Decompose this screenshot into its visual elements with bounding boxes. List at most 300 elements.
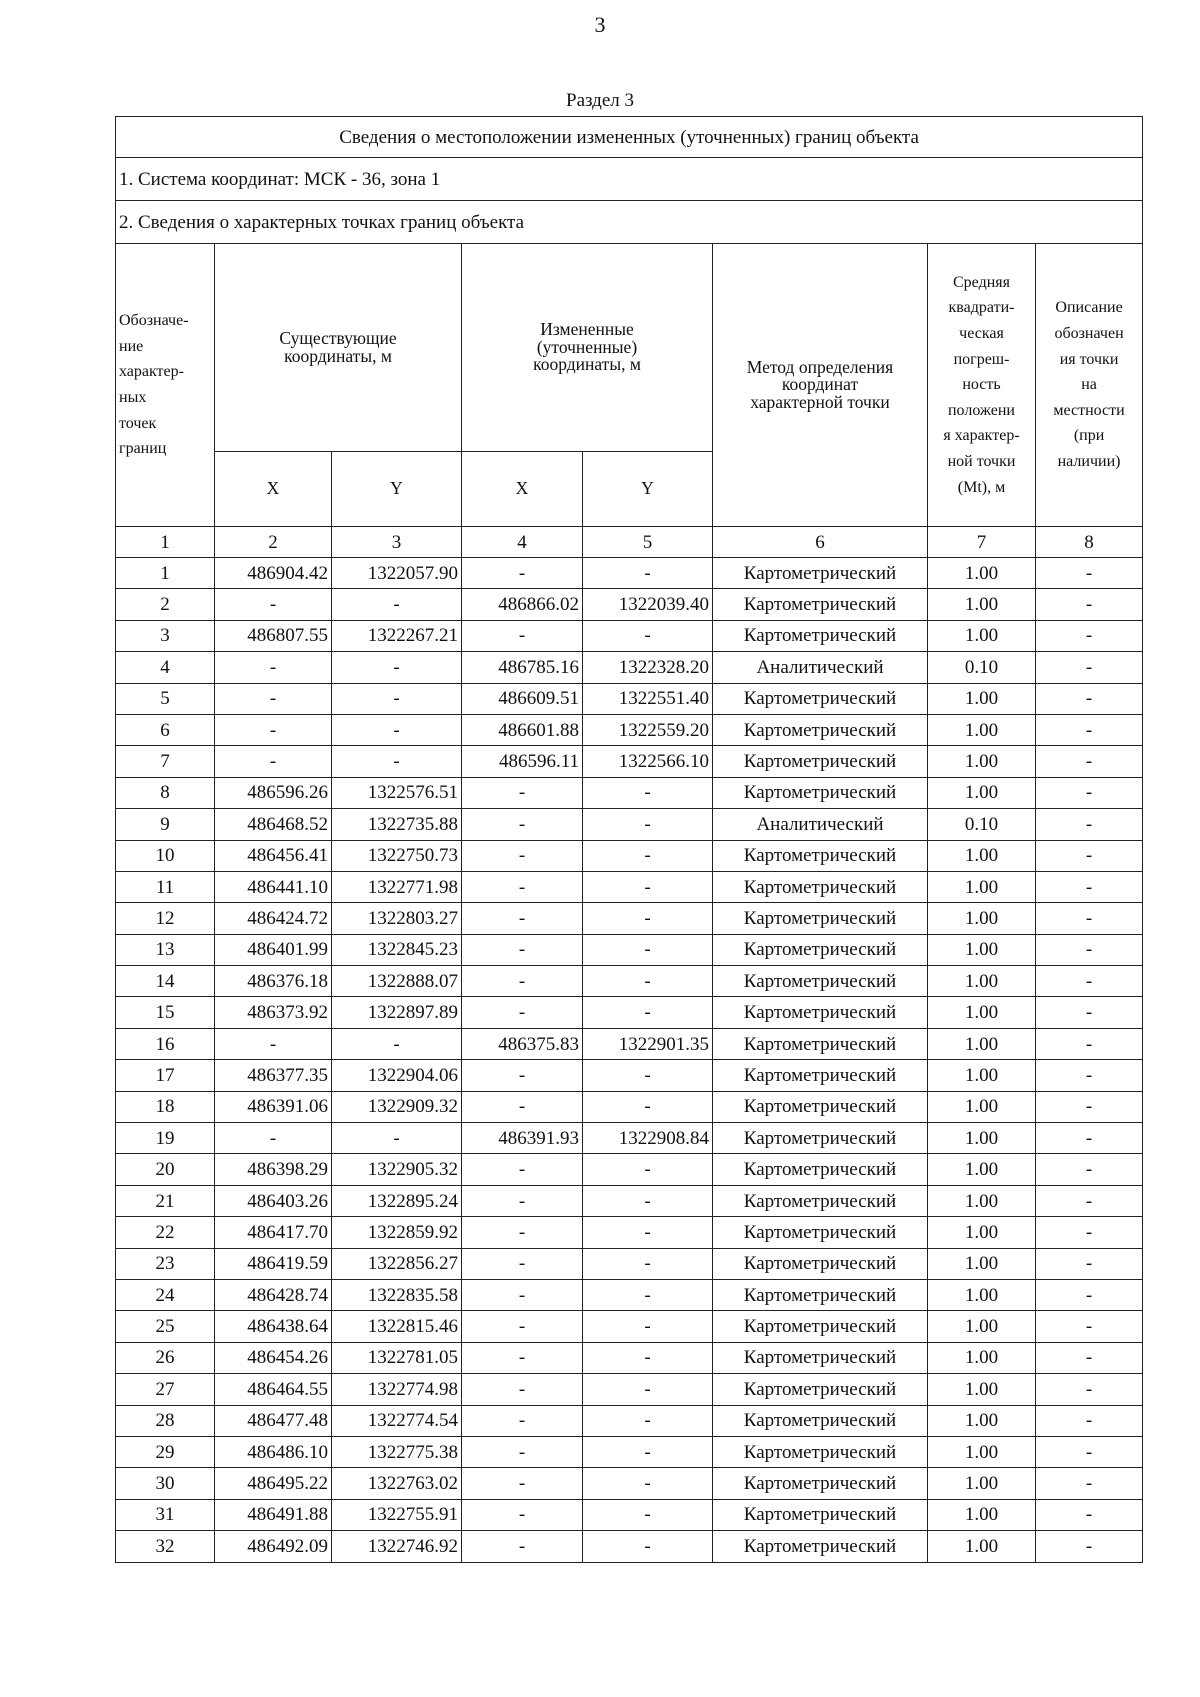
error-cell: 1.00 — [928, 746, 1036, 777]
table-row — [116, 966, 1143, 997]
table-row — [116, 934, 1143, 965]
point-number-cell: 12 — [116, 903, 215, 934]
changed-x-cell: - — [462, 871, 583, 902]
method-cell: Картометрический — [713, 558, 928, 589]
point-number-cell: 5 — [116, 683, 215, 714]
error-cell: 1.00 — [928, 1499, 1036, 1530]
method-cell: Картометрический — [713, 1028, 928, 1059]
existing-y-cell: 1322774.98 — [332, 1374, 462, 1405]
existing-y-cell: 1322763.02 — [332, 1468, 462, 1499]
header-point-designation: Обозначе- ние характер- ных точек границ — [116, 244, 215, 527]
point-number-cell: 14 — [116, 966, 215, 997]
point-number-cell: 17 — [116, 1060, 215, 1091]
changed-y-cell: - — [583, 934, 713, 965]
existing-y-cell: 1322905.32 — [332, 1154, 462, 1185]
changed-y-cell: 1322328.20 — [583, 652, 713, 683]
error-cell: 1.00 — [928, 683, 1036, 714]
method-cell: Картометрический — [713, 1248, 928, 1279]
changed-x-cell: - — [462, 1531, 583, 1562]
existing-y-cell: - — [332, 1028, 462, 1059]
column-number: 8 — [1036, 527, 1143, 558]
existing-x-cell: 486596.26 — [215, 777, 332, 808]
point-number-cell: 8 — [116, 777, 215, 808]
changed-y-cell: - — [583, 1248, 713, 1279]
error-cell: 1.00 — [928, 1531, 1036, 1562]
column-number: 1 — [116, 527, 215, 558]
changed-x-cell: - — [462, 966, 583, 997]
table-row — [116, 1060, 1143, 1091]
point-number-cell: 27 — [116, 1374, 215, 1405]
error-cell: 0.10 — [928, 652, 1036, 683]
changed-y-cell: - — [583, 1311, 713, 1342]
existing-x-cell: 486424.72 — [215, 903, 332, 934]
point-number-cell: 28 — [116, 1405, 215, 1436]
column-number: 2 — [215, 527, 332, 558]
changed-x-cell: 486375.83 — [462, 1028, 583, 1059]
table-row — [116, 903, 1143, 934]
existing-x-cell: 486441.10 — [215, 871, 332, 902]
existing-x-cell: 486417.70 — [215, 1217, 332, 1248]
method-cell: Картометрический — [713, 966, 928, 997]
table-row — [116, 1248, 1143, 1279]
changed-x-cell: - — [462, 1279, 583, 1310]
existing-y-cell: 1322774.54 — [332, 1405, 462, 1436]
error-cell: 0.10 — [928, 809, 1036, 840]
changed-y-cell: - — [583, 1091, 713, 1122]
changed-x-cell: 486609.51 — [462, 683, 583, 714]
table-row — [116, 1468, 1143, 1499]
table-row — [116, 1531, 1143, 1562]
method-cell: Картометрический — [713, 620, 928, 651]
table-row — [116, 809, 1143, 840]
error-cell: 1.00 — [928, 1468, 1036, 1499]
changed-y-cell: - — [583, 871, 713, 902]
method-cell: Картометрический — [713, 1499, 928, 1530]
point-number-cell: 9 — [116, 809, 215, 840]
method-cell: Картометрический — [713, 777, 928, 808]
changed-x-cell: 486866.02 — [462, 589, 583, 620]
table-row — [116, 589, 1143, 620]
method-cell: Картометрический — [713, 871, 928, 902]
error-cell: 1.00 — [928, 1091, 1036, 1122]
error-cell: 1.00 — [928, 714, 1036, 745]
changed-x-cell: - — [462, 1499, 583, 1530]
changed-y-cell: - — [583, 1217, 713, 1248]
existing-y-cell: 1322775.38 — [332, 1436, 462, 1467]
existing-y-cell: 1322856.27 — [332, 1248, 462, 1279]
column-number-row — [116, 527, 1143, 558]
description-cell: - — [1036, 809, 1143, 840]
changed-x-cell: - — [462, 934, 583, 965]
point-number-cell: 3 — [116, 620, 215, 651]
page-number: 3 — [594, 12, 606, 37]
existing-y-cell: - — [332, 589, 462, 620]
changed-y-cell: - — [583, 558, 713, 589]
header-method: Метод определения координат характерной точки — [713, 244, 928, 527]
existing-y-cell: 1322897.89 — [332, 997, 462, 1028]
coordinate-system: 1. Система координат: МСК - 36, зона 1 — [116, 158, 1143, 201]
point-number-cell: 19 — [116, 1123, 215, 1154]
error-cell: 1.00 — [928, 558, 1036, 589]
method-cell: Картометрический — [713, 746, 928, 777]
table-row — [116, 1436, 1143, 1467]
changed-y-cell: - — [583, 1405, 713, 1436]
error-cell: 1.00 — [928, 1028, 1036, 1059]
existing-x-cell: 486807.55 — [215, 620, 332, 651]
changed-y-cell: - — [583, 1185, 713, 1216]
description-cell: - — [1036, 1311, 1143, 1342]
error-cell: 1.00 — [928, 620, 1036, 651]
description-cell: - — [1036, 1091, 1143, 1122]
table-row — [116, 1342, 1143, 1373]
error-cell: 1.00 — [928, 840, 1036, 871]
existing-x-cell: 486904.42 — [215, 558, 332, 589]
existing-y-cell: 1322267.21 — [332, 620, 462, 651]
method-cell: Картометрический — [713, 1091, 928, 1122]
existing-y-cell: - — [332, 714, 462, 745]
method-cell: Картометрический — [713, 1154, 928, 1185]
existing-x-cell: 486438.64 — [215, 1311, 332, 1342]
changed-y-cell: - — [583, 1531, 713, 1562]
header-mean-square-error: Средняя квадрати- ческая погреш- ность положени я характер- ной точки (Mt), м — [928, 244, 1036, 527]
point-number-cell: 32 — [116, 1531, 215, 1562]
point-number-cell: 6 — [116, 714, 215, 745]
method-cell: Картометрический — [713, 1279, 928, 1310]
changed-x-cell: - — [462, 1248, 583, 1279]
method-cell: Картометрический — [713, 1342, 928, 1373]
changed-y-cell: - — [583, 1342, 713, 1373]
changed-x-cell: - — [462, 1436, 583, 1467]
changed-x-cell: - — [462, 1060, 583, 1091]
column-number: 5 — [583, 527, 713, 558]
point-number-cell: 29 — [116, 1436, 215, 1467]
existing-x-cell: - — [215, 1028, 332, 1059]
description-cell: - — [1036, 1468, 1143, 1499]
changed-x-cell: 486596.11 — [462, 746, 583, 777]
changed-x-cell: 486391.93 — [462, 1123, 583, 1154]
error-cell: 1.00 — [928, 1342, 1036, 1373]
point-number-cell: 13 — [116, 934, 215, 965]
table-row — [116, 1499, 1143, 1530]
point-number-cell: 30 — [116, 1468, 215, 1499]
point-number-cell: 4 — [116, 652, 215, 683]
description-cell: - — [1036, 1499, 1143, 1530]
table-row — [116, 1374, 1143, 1405]
changed-x-cell: 486601.88 — [462, 714, 583, 745]
changed-x-cell: - — [462, 1468, 583, 1499]
existing-y-cell: 1322746.92 — [332, 1531, 462, 1562]
method-cell: Картометрический — [713, 589, 928, 620]
existing-x-cell: 486456.41 — [215, 840, 332, 871]
point-number-cell: 2 — [116, 589, 215, 620]
header-existing-coordinates: Существующие координаты, м — [215, 244, 462, 452]
point-number-cell: 20 — [116, 1154, 215, 1185]
description-cell: - — [1036, 903, 1143, 934]
method-cell: Аналитический — [713, 809, 928, 840]
existing-x-cell: - — [215, 746, 332, 777]
existing-x-cell: 486428.74 — [215, 1279, 332, 1310]
existing-x-cell: 486492.09 — [215, 1531, 332, 1562]
error-cell: 1.00 — [928, 1248, 1036, 1279]
method-cell: Картометрический — [713, 1405, 928, 1436]
changed-y-cell: - — [583, 903, 713, 934]
error-cell: 1.00 — [928, 1311, 1036, 1342]
existing-x-cell: 486398.29 — [215, 1154, 332, 1185]
point-number-cell: 11 — [116, 871, 215, 902]
header-changed-x: X — [462, 452, 583, 527]
table-row — [116, 777, 1143, 808]
changed-y-cell: 1322039.40 — [583, 589, 713, 620]
method-cell: Картометрический — [713, 1436, 928, 1467]
description-cell: - — [1036, 558, 1143, 589]
description-cell: - — [1036, 1405, 1143, 1436]
existing-y-cell: 1322859.92 — [332, 1217, 462, 1248]
method-cell: Аналитический — [713, 652, 928, 683]
changed-y-cell: 1322901.35 — [583, 1028, 713, 1059]
table-row — [116, 1154, 1143, 1185]
existing-y-cell: - — [332, 652, 462, 683]
existing-y-cell: - — [332, 1123, 462, 1154]
description-cell: - — [1036, 652, 1143, 683]
error-cell: 1.00 — [928, 997, 1036, 1028]
existing-x-cell: 486468.52 — [215, 809, 332, 840]
changed-x-cell: - — [462, 809, 583, 840]
existing-y-cell: 1322888.07 — [332, 966, 462, 997]
existing-y-cell: 1322755.91 — [332, 1499, 462, 1530]
description-cell: - — [1036, 840, 1143, 871]
header-existing-y: Y — [332, 452, 462, 527]
error-cell: 1.00 — [928, 1374, 1036, 1405]
description-cell: - — [1036, 620, 1143, 651]
column-number: 7 — [928, 527, 1036, 558]
table-row — [116, 620, 1143, 651]
description-cell: - — [1036, 1279, 1143, 1310]
existing-y-cell: 1322904.06 — [332, 1060, 462, 1091]
existing-x-cell: 486477.48 — [215, 1405, 332, 1436]
existing-y-cell: 1322750.73 — [332, 840, 462, 871]
table-row — [116, 558, 1143, 589]
table-row — [116, 1123, 1143, 1154]
section-label: Раздел 3 — [566, 90, 634, 111]
changed-y-cell: - — [583, 997, 713, 1028]
existing-y-cell: 1322771.98 — [332, 871, 462, 902]
existing-x-cell: 486401.99 — [215, 934, 332, 965]
table-row — [116, 1311, 1143, 1342]
existing-y-cell: 1322835.58 — [332, 1279, 462, 1310]
changed-x-cell: - — [462, 1374, 583, 1405]
method-cell: Картометрический — [713, 1531, 928, 1562]
error-cell: 1.00 — [928, 966, 1036, 997]
error-cell: 1.00 — [928, 1185, 1036, 1216]
changed-x-cell: - — [462, 558, 583, 589]
error-cell: 1.00 — [928, 1060, 1036, 1091]
description-cell: - — [1036, 746, 1143, 777]
error-cell: 1.00 — [928, 1405, 1036, 1436]
existing-y-cell: 1322803.27 — [332, 903, 462, 934]
existing-x-cell: - — [215, 1123, 332, 1154]
method-cell: Картометрический — [713, 683, 928, 714]
existing-y-cell: - — [332, 683, 462, 714]
changed-y-cell: - — [583, 1374, 713, 1405]
method-cell: Картометрический — [713, 1060, 928, 1091]
description-cell: - — [1036, 1342, 1143, 1373]
existing-y-cell: 1322576.51 — [332, 777, 462, 808]
existing-x-cell: 486373.92 — [215, 997, 332, 1028]
existing-y-cell: 1322815.46 — [332, 1311, 462, 1342]
changed-y-cell: - — [583, 1279, 713, 1310]
changed-y-cell: - — [583, 809, 713, 840]
changed-y-cell: - — [583, 1499, 713, 1530]
column-number: 4 — [462, 527, 583, 558]
existing-x-cell: - — [215, 683, 332, 714]
table-row — [116, 1405, 1143, 1436]
changed-x-cell: - — [462, 1154, 583, 1185]
changed-x-cell: 486785.16 — [462, 652, 583, 683]
changed-x-cell: - — [462, 903, 583, 934]
existing-x-cell: 486391.06 — [215, 1091, 332, 1122]
error-cell: 1.00 — [928, 1279, 1036, 1310]
changed-x-cell: - — [462, 840, 583, 871]
header-point-description: Описание обозначен ия точки на местности (при наличии) — [1036, 244, 1143, 527]
existing-x-cell: - — [215, 652, 332, 683]
description-cell: - — [1036, 966, 1143, 997]
error-cell: 1.00 — [928, 777, 1036, 808]
changed-x-cell: - — [462, 1091, 583, 1122]
changed-y-cell: - — [583, 620, 713, 651]
table-row — [116, 746, 1143, 777]
description-cell: - — [1036, 1374, 1143, 1405]
point-number-cell: 18 — [116, 1091, 215, 1122]
method-cell: Картометрический — [713, 1374, 928, 1405]
point-number-cell: 7 — [116, 746, 215, 777]
existing-x-cell: 486454.26 — [215, 1342, 332, 1373]
table-row — [116, 1217, 1143, 1248]
changed-y-cell: 1322566.10 — [583, 746, 713, 777]
existing-y-cell: 1322909.32 — [332, 1091, 462, 1122]
existing-y-cell: 1322781.05 — [332, 1342, 462, 1373]
changed-x-cell: - — [462, 1405, 583, 1436]
changed-x-cell: - — [462, 1311, 583, 1342]
point-number-cell: 15 — [116, 997, 215, 1028]
error-cell: 1.00 — [928, 871, 1036, 902]
header-changed-y: Y — [583, 452, 713, 527]
table-row — [116, 1028, 1143, 1059]
boundary-points-table — [115, 116, 1143, 1563]
existing-y-cell: - — [332, 746, 462, 777]
changed-y-cell: - — [583, 966, 713, 997]
table-row — [116, 683, 1143, 714]
point-number-cell: 25 — [116, 1311, 215, 1342]
point-number-cell: 10 — [116, 840, 215, 871]
changed-y-cell: 1322551.40 — [583, 683, 713, 714]
changed-x-cell: - — [462, 777, 583, 808]
point-number-cell: 16 — [116, 1028, 215, 1059]
changed-x-cell: - — [462, 620, 583, 651]
existing-x-cell: - — [215, 714, 332, 745]
description-cell: - — [1036, 1060, 1143, 1091]
error-cell: 1.00 — [928, 1123, 1036, 1154]
method-cell: Картометрический — [713, 1123, 928, 1154]
description-cell: - — [1036, 934, 1143, 965]
description-cell: - — [1036, 871, 1143, 902]
changed-x-cell: - — [462, 1342, 583, 1373]
description-cell: - — [1036, 777, 1143, 808]
table-row — [116, 1279, 1143, 1310]
existing-y-cell: 1322895.24 — [332, 1185, 462, 1216]
description-cell: - — [1036, 1531, 1143, 1562]
changed-x-cell: - — [462, 1217, 583, 1248]
table-row — [116, 840, 1143, 871]
error-cell: 1.00 — [928, 1436, 1036, 1467]
description-cell: - — [1036, 714, 1143, 745]
changed-y-cell: - — [583, 1154, 713, 1185]
point-number-cell: 24 — [116, 1279, 215, 1310]
table-row — [116, 714, 1143, 745]
point-number-cell: 23 — [116, 1248, 215, 1279]
error-cell: 1.00 — [928, 1154, 1036, 1185]
changed-x-cell: - — [462, 997, 583, 1028]
changed-y-cell: 1322908.84 — [583, 1123, 713, 1154]
point-number-cell: 22 — [116, 1217, 215, 1248]
description-cell: - — [1036, 1436, 1143, 1467]
error-cell: 1.00 — [928, 903, 1036, 934]
existing-y-cell: 1322845.23 — [332, 934, 462, 965]
description-cell: - — [1036, 1154, 1143, 1185]
header-existing-x: X — [215, 452, 332, 527]
error-cell: 1.00 — [928, 934, 1036, 965]
point-number-cell: 21 — [116, 1185, 215, 1216]
table-title: Сведения о местоположении измененных (уточненных) границ объекта — [116, 117, 1143, 158]
table-row — [116, 1091, 1143, 1122]
points-caption: 2. Сведения о характерных точках границ объекта — [116, 201, 1143, 244]
changed-y-cell: - — [583, 1060, 713, 1091]
changed-x-cell: - — [462, 1185, 583, 1216]
existing-x-cell: 486419.59 — [215, 1248, 332, 1279]
method-cell: Картометрический — [713, 903, 928, 934]
changed-y-cell: - — [583, 777, 713, 808]
column-number: 3 — [332, 527, 462, 558]
method-cell: Картометрический — [713, 934, 928, 965]
existing-x-cell: 486403.26 — [215, 1185, 332, 1216]
existing-x-cell: 486486.10 — [215, 1436, 332, 1467]
existing-x-cell: - — [215, 589, 332, 620]
method-cell: Картометрический — [713, 1185, 928, 1216]
description-cell: - — [1036, 1185, 1143, 1216]
existing-y-cell: 1322735.88 — [332, 809, 462, 840]
method-cell: Картометрический — [713, 714, 928, 745]
existing-x-cell: 486495.22 — [215, 1468, 332, 1499]
point-number-cell: 31 — [116, 1499, 215, 1530]
error-cell: 1.00 — [928, 589, 1036, 620]
description-cell: - — [1036, 997, 1143, 1028]
description-cell: - — [1036, 1248, 1143, 1279]
existing-x-cell: 486491.88 — [215, 1499, 332, 1530]
header-changed-coordinates: Измененные (уточненные) координаты, м — [462, 244, 713, 452]
description-cell: - — [1036, 589, 1143, 620]
table-row — [116, 871, 1143, 902]
error-cell: 1.00 — [928, 1217, 1036, 1248]
column-number: 6 — [713, 527, 928, 558]
changed-y-cell: - — [583, 1436, 713, 1467]
description-cell: - — [1036, 683, 1143, 714]
changed-y-cell: - — [583, 1468, 713, 1499]
description-cell: - — [1036, 1123, 1143, 1154]
method-cell: Картометрический — [713, 840, 928, 871]
point-number-cell: 26 — [116, 1342, 215, 1373]
method-cell: Картометрический — [713, 997, 928, 1028]
method-cell: Картометрический — [713, 1311, 928, 1342]
description-cell: - — [1036, 1028, 1143, 1059]
